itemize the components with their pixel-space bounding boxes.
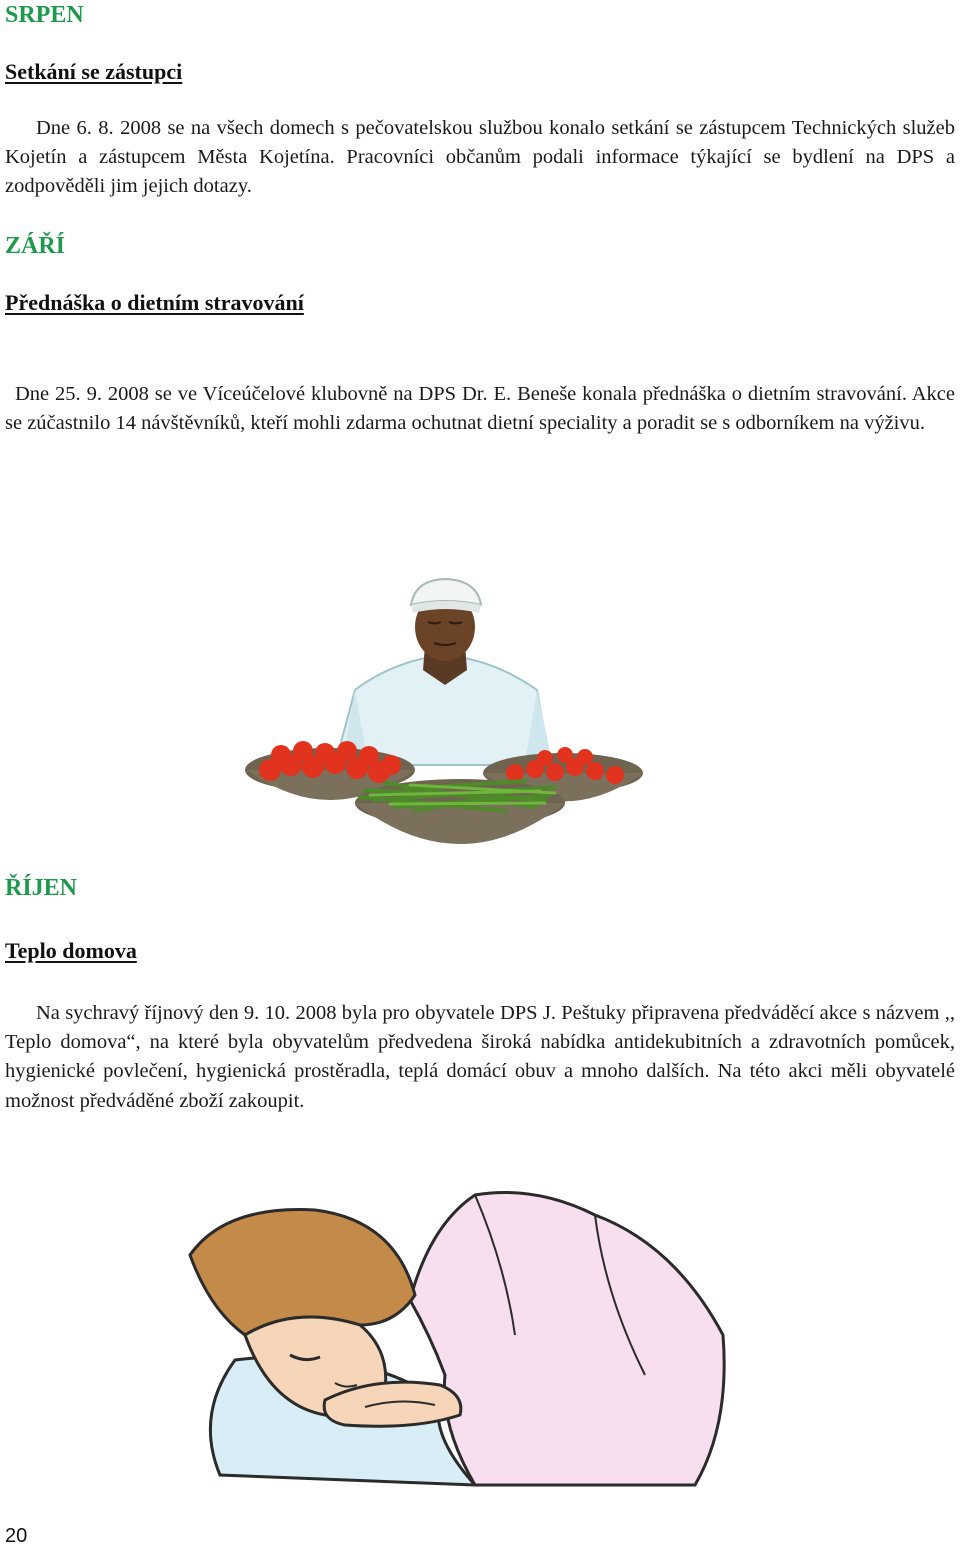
month-heading-srpen: SRPEN <box>5 2 84 28</box>
section-text-teplo-domova: Na sychravý říjnový den 9. 10. 2008 byla pro obyvatele DPS J. Peštuky připravena předváděcí akce s názvem ,, Teplo domova“, na které byla obyvatelům předvedena široká nabídka antidekubitních a zdravotních pomůcek, hygienické povlečení, hygienická prostěradla, teplá domácí obuv a mnoho dalších. Na této akci měli obyvatelé možnost předváděné zboží zakoupit. <box>5 1002 955 1112</box>
month-heading-zari: ZÁŘÍ <box>5 233 66 259</box>
month-heading-rijen: ŘÍJEN <box>5 875 78 901</box>
section-heading-setkani: Setkání se zástupci <box>5 59 183 84</box>
sleeping-person-illustration <box>175 1185 735 1495</box>
vegetable-vendor-illustration <box>245 575 645 865</box>
section-heading-teplo-domova: Teplo domova <box>5 938 137 963</box>
section-heading-prednaska: Přednáška o dietním stravování <box>5 290 304 315</box>
section-text-setkani: Dne 6. 8. 2008 se na všech domech s pečovatelskou službou konalo setkání se zástupcem Technických služeb Kojetín a zástupcem Města Kojetína. Pracovníci občanům podali informace týkající se bydlení na DPS a zodpověděli jim jejich dotazy. <box>5 117 955 198</box>
page-number: 20 <box>5 1525 28 1547</box>
section-text-prednaska: Dne 25. 9. 2008 se ve Víceúčelové klubovně na DPS Dr. E. Beneše konala přednáška o dietním stravování. Akce se zúčastnilo 14 návštěvníků, kteří mohli zdarma ochutnat dietní speciality a poradit se s odborníkem na výživu. <box>5 383 955 435</box>
